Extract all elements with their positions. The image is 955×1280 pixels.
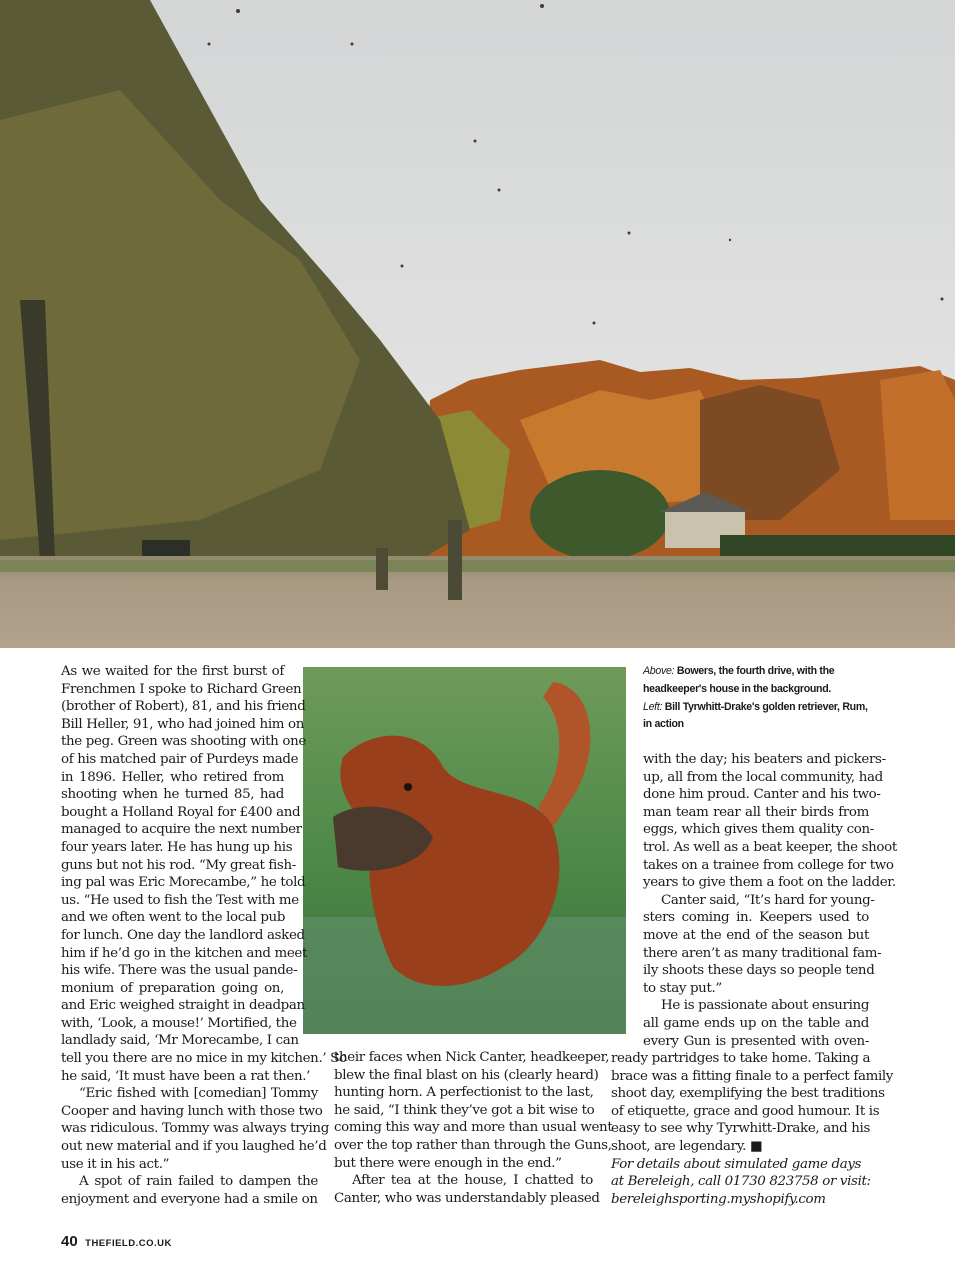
site-url: THEFIELD.CO.UK [85,1238,172,1249]
page-footer [61,1233,172,1251]
article-text-line: out new material and if you laughed he’d [61,1139,327,1155]
contact-details-line: bereleighsporting.myshopify.com [611,1191,826,1207]
article-text-line: man team rear all their birds from [643,804,869,820]
article-text-line: blew the final blast on his (clearly heard) [334,1067,599,1083]
article-text-line: bought a Holland Royal for £400 and [61,804,301,820]
article-text-line: He is passionate about ensuring [661,998,870,1014]
caption-left-label: Left: [643,700,663,713]
article-text-line: the peg. Green was shooting with one [61,734,306,750]
article-text-line: use it in his act.” [61,1156,170,1172]
article-text-line: Cooper and having lunch with those two [61,1103,323,1119]
article-text-line: trol. As well as a beat keeper, the shoot [643,839,897,855]
article-text-line: of etiquette, grace and good humour. It is [611,1103,880,1119]
article-text-line: A spot of rain failed to dampen the [79,1174,318,1190]
article-text-line: all game ends up on the table and [643,1015,869,1031]
contact-details-line: For details about simulated game days [611,1156,862,1172]
article-text-line: ily shoots these days so people tend [643,963,875,979]
article-text-line: in 1896. Heller, who retired from [61,769,284,785]
article-text-line: up, all from the local community, had [643,769,883,785]
article-text-line: but there were enough in the end.” [334,1155,562,1171]
article-text-line: done him proud. Canter and his two- [643,787,881,803]
article-text-line: ready partridges to take home. Taking a [611,1051,871,1067]
article-text-line: Canter, who was understandably pleased [334,1190,600,1206]
article-column-middle [334,1049,613,1207]
article-text-line: his wife. There was the usual pande- [61,963,298,979]
article-text-line: us. “He used to fish the Test with me [61,892,299,908]
photo-caption [643,663,875,734]
article-text-line: Canter said, “It’s hard for young- [661,892,875,908]
article-text-line: After tea at the house, I chatted to [352,1173,593,1189]
article-text-line: with, ‘Look, a mouse!’ Mortified, the [61,1015,297,1031]
article-text-line: shoot day, exemplifying the best traditions [611,1086,885,1102]
article-text-line: was ridiculous. Tommy was always trying [61,1121,329,1137]
article-column-left [61,663,347,1208]
article-text-line: him if he’d go in the kitchen and meet [61,945,308,961]
article-text-line: for lunch. One day the landlord asked [61,927,305,943]
article-text-line: move at the end of the season but [643,927,869,943]
article-text-line: ing pal was Eric Morecambe,” he told [61,875,306,891]
article-text-line: years to give them a foot on the ladder. [643,875,896,891]
article-text-line: he said, ‘It must have been a rat then.’ [61,1068,311,1084]
article-text-line: four years later. He has hung up his [61,839,293,855]
article-text-line: their faces when Nick Canter, headkeeper, [334,1050,610,1065]
article-text-line: monium of preparation going on, [61,980,284,996]
article-text-line: sters coming in. Keepers used to [643,910,869,926]
article-text-line: and we often went to the local pub [61,910,286,926]
caption-above-label: Above: [643,665,675,677]
article-text-line: with the day; his beaters and pickers- [643,752,886,767]
article-text-line: tell you there are no mice in my kitchen.’ So [61,1051,347,1067]
article-text-line: and Eric weighed straight in deadpan [61,998,305,1014]
contact-details-line: at Bereleigh, call 01730 823758 or visit: [611,1174,871,1190]
caption-left-text: Bill Tyrwhitt-Drake's golden retriever, Rum, in action [643,700,868,731]
article-text-line: Bill Heller, 91, who had joined him on [61,716,304,732]
article-text-line: of his matched pair of Purdeys made [61,751,299,767]
article-text-line: eggs, which gives them quality con- [643,822,874,838]
caption-above-text: Bowers, the fourth drive, with the headkeeper's house in the background. [643,665,835,695]
article-text-line: brace was a fitting finale to a perfect family [611,1068,894,1084]
article-text-line: As we waited for the first burst of [61,664,284,679]
article-text-line: managed to acquire the next number [61,822,302,838]
article-text-line: easy to see why Tyrwhitt-Drake, and his [611,1121,870,1137]
article-text-line: enjoyment and everyone had a smile on [61,1191,318,1207]
article-text-line: guns but not his rod. “My great fish- [61,857,296,873]
article-text-line: there aren’t as many traditional fam- [643,945,882,961]
article-text-line: coming this way and more than usual went [334,1120,613,1136]
article-text-line: Frenchmen I spoke to Richard Green [61,681,302,697]
article-column-right [611,751,897,1208]
article-text-line: hunting horn. A perfectionist to the last, [334,1085,594,1101]
article-text-line: “Eric fished with [comedian] Tommy [79,1086,318,1102]
article-text-line: shooting when he turned 85, had [61,787,284,803]
article-text-line: over the top rather than through the Guns, [334,1137,612,1153]
article-text-line: every Gun is presented with oven- [643,1033,869,1049]
retriever-photo [303,667,626,1034]
article-text-line: takes on a trainee from college for two [643,857,894,873]
page-number: 40 [61,1233,78,1250]
article-text-line: he said, “I think they’ve got a bit wise to [334,1102,595,1118]
article-text-line: (brother of Robert), 81, and his friend [61,699,306,715]
article-text-line: shoot, are legendary. ■ [611,1139,763,1155]
article-text-line: to stay put.” [643,980,722,996]
article-text-line: landlady said, ‘Mr Morecambe, I can [61,1033,299,1049]
